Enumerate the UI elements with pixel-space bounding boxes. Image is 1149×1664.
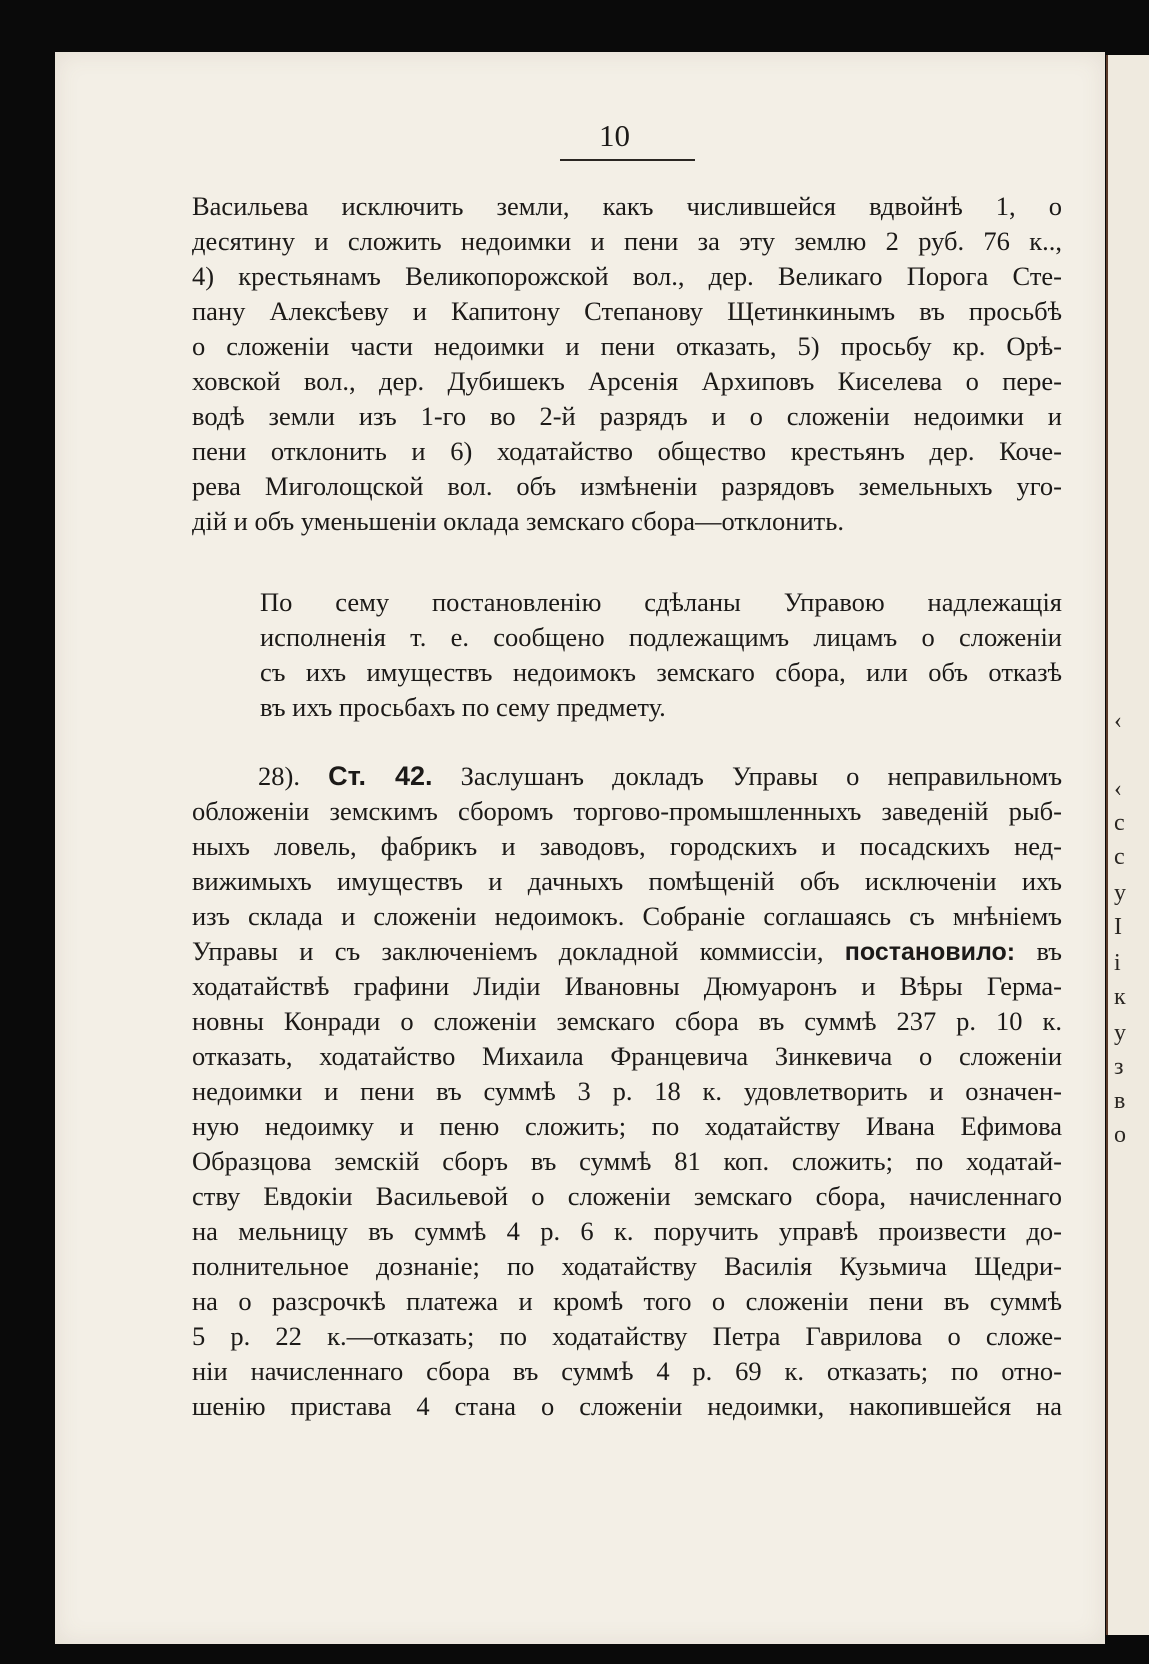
adjacent-page-glyph: І [1114,914,1122,940]
adjacent-page-glyph: в [1114,1088,1126,1114]
paragraph-1-line: водѣ земли изъ 1-го во 2-й разрядъ и о сложеніи недоимки и [192,401,1062,431]
paragraph-3-line: недоимки и пени въ суммѣ 3 р. 18 к. удовлетворить и означен- [192,1076,1062,1106]
paragraph-3-line: Образцова земскій сборъ въ суммѣ 81 коп. сложить; по ходатай- [192,1146,1062,1176]
paragraph-1-line: дій и объ уменьшеніи оклада земскаго сбора—отклонить. [192,506,844,536]
article-reference: Ст. 42. [328,761,433,791]
adjacent-page-glyph: з [1114,1054,1124,1080]
paragraph-1-line: Васильева исключить земли, какъ числившейся вдвойнѣ 1, о [192,191,1062,221]
paragraph-1-line: пану Алексѣеву и Капитону Степанову Щетинкинымъ въ просьбѣ [192,296,1062,326]
paragraph-3-line: новны Конради о сложеніи земскаго сбора въ суммѣ 237 р. 10 к. [192,1006,1062,1036]
adjacent-page-glyph: у [1114,1020,1126,1046]
paragraph-1-line: рева Миголощской вол. объ измѣненіи разрядовъ земельныхъ уго- [192,471,1062,501]
paragraph-3-resolved-line [192,934,1062,968]
adjacent-page-glyph: ‹ [1114,776,1122,802]
adjacent-page-glyph: с [1114,844,1125,870]
paragraph-3-line: на мельницу въ суммѣ 4 р. 6 к. поручить управѣ произвести до- [192,1216,1062,1246]
paragraph-2-line: По сему постановленію сдѣланы Управою надлежащія [260,587,1062,617]
paragraph-3-line: ству Евдокіи Васильевой о сложеніи земскаго сбора, начисленнаго [192,1181,1062,1211]
paragraph-3-line: изъ склада и сложеніи недоимокъ. Собраніе соглашаясь съ мнѣніемъ [192,901,1062,931]
page-number: 10 [599,118,630,153]
paragraph-1-line: ховской вол., дер. Дубишекъ Арсенія Архиповъ Киселева о пере- [192,366,1062,396]
adjacent-page-glyph: у [1114,880,1126,906]
resolved-line-text: Управы и съ заключеніемъ докладной коммиссіи, [192,936,824,966]
paragraph-1-line: десятину и сложить недоимки и пени за эту землю 2 руб. 76 к.., [192,226,1062,256]
adjacent-page-glyph: с [1114,810,1125,836]
adjacent-page-glyph: ‹ [1114,708,1122,734]
paragraph-3-line: ную недоимку и пеню сложить; по ходатайству Ивана Ефимова [192,1111,1062,1141]
paragraph-1-line: пени отклонить и 6) ходатайство общество крестьянъ дер. Коче- [192,436,1062,466]
paragraph-3-line: на о разсрочкѣ платежа и кромѣ того о сложеніи пени въ суммѣ [192,1286,1062,1316]
paragraph-3-line: шенію пристава 4 стана о сложеніи недоимки, накопившейся на [192,1391,1062,1421]
paragraph-3-line: обложеніи земскимъ сборомъ торгово-промышленныхъ заведеній рыб- [192,796,1062,826]
paragraph-3-line: вижимыхъ имуществъ и дачныхъ помѣщеній объ исключеніи ихъ [192,866,1062,896]
adjacent-page-edge [1106,55,1149,1635]
item-number: 28). [258,761,300,791]
paragraph-3-first-line [258,759,1062,793]
resolved-keyword: постановило: [844,938,1016,966]
paragraph-2-line: въ ихъ просьбахъ по сему предмету. [260,692,666,722]
paragraph-3-line: ныхъ ловель, фабрикъ и заводовъ, городскихъ и посадскихъ нед- [192,831,1062,861]
resolved-line-end: въ [1036,936,1063,966]
paragraph-3-first-line-text: Заслушанъ докладъ Управы о неправильномъ [460,761,1063,791]
adjacent-page-glyph: о [1114,1122,1126,1148]
paragraph-3-line: отказать, ходатайство Михаила Францевича Зинкевича о сложеніи [192,1041,1062,1071]
paragraph-3-line: полнительное дознаніе; по ходатайству Василія Кузьмича Щедри- [192,1251,1062,1281]
paragraph-3-line: ходатайствѣ графини Лидіи Ивановны Дюмуаронъ и Вѣры Герма- [192,971,1062,1001]
adjacent-page-glyph: і [1114,950,1121,976]
paragraph-2-line: исполненія т. е. сообщено подлежащимъ лицамъ о сложеніи [260,622,1062,652]
paragraph-1-line: 4) крестьянамъ Великопорожской вол., дер. Великаго Порога Сте- [192,261,1062,291]
paragraph-3-line: ніи начисленнаго сбора въ суммѣ 4 р. 69 к. отказать; по отно- [192,1356,1062,1386]
paragraph-2-line: съ ихъ имуществъ недоимокъ земскаго сбора, или объ отказѣ [260,657,1062,687]
adjacent-page-glyph: к [1114,984,1126,1010]
paragraph-1-line: о сложеніи части недоимки и пени отказать, 5) просьбу кр. Орѣ- [192,331,1062,361]
paragraph-3-line: 5 р. 22 к.—отказать; по ходатайству Петра Гаврилова о сложе- [192,1321,1062,1351]
page-number-rule [560,159,695,161]
